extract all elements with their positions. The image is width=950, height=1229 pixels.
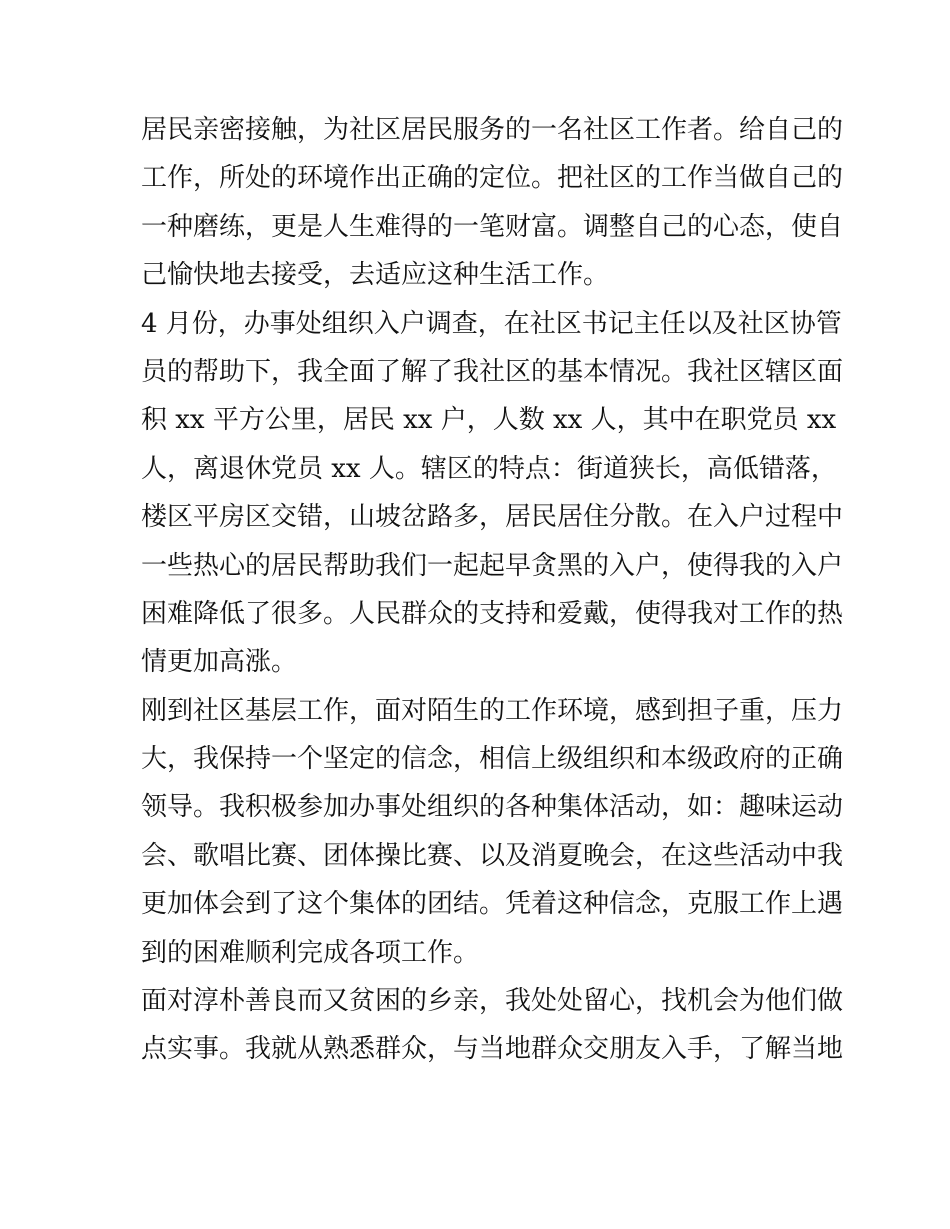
- text-line: 情更加高涨。: [141, 647, 298, 678]
- text-line: 积 xx 平方公里，居民 xx 户，人数 xx 人，其中在职党员 xx: [141, 405, 837, 436]
- text-line: 会、歌唱比赛、团体操比赛、以及消夏晚会，在这些活动中我: [141, 840, 844, 871]
- paragraph-3: [141, 687, 844, 977]
- document-body: [141, 106, 844, 1074]
- text-line: 面对淳朴善良而又贫困的乡亲，我处处留心，找机会为他们做: [141, 986, 844, 1017]
- text-line: 刚到社区基层工作，面对陌生的工作环境，感到担子重，压力: [141, 695, 844, 726]
- text-line: 人，离退休党员 xx 人。辖区的特点：街道狭长，高低错落，: [141, 453, 837, 484]
- text-line: 工作，所处的环境作出正确的定位。把社区的工作当做自己的: [141, 163, 844, 194]
- text-line: 点实事。我就从熟悉群众，与当地群众交朋友入手，了解当地: [141, 1034, 844, 1065]
- text-line: 居民亲密接触，为社区居民服务的一名社区工作者。给自己的: [141, 115, 844, 145]
- text-line: 大，我保持一个坚定的信念，相信上级组织和本级政府的正确: [141, 744, 844, 775]
- text-line: 困难降低了很多。人民群众的支持和爱戴，使得我对工作的热: [141, 598, 844, 629]
- paragraph-1: [141, 106, 844, 300]
- text-line: 楼区平房区交错，山坡岔路多，居民居住分散。在入户过程中: [141, 502, 844, 533]
- paragraph-4: [141, 977, 844, 1074]
- paragraph-2: [141, 300, 844, 687]
- text-line: 4 月份，办事处组织入户调查，在社区书记主任以及社区协管: [141, 308, 842, 339]
- text-line: 领导。我积极参加办事处组织的各种集体活动，如：趣味运动: [141, 792, 844, 823]
- text-line: 到的困难顺利完成各项工作。: [141, 937, 480, 968]
- text-line: 员的帮助下，我全面了解了我社区的基本情况。我社区辖区面: [141, 356, 844, 387]
- text-line: 一些热心的居民帮助我们一起起早贪黑的入户，使得我的入户: [141, 550, 844, 581]
- text-line: 一种磨练，更是人生难得的一笔财富。调整自己的心态，使自: [141, 211, 844, 242]
- text-line: 更加体会到了这个集体的团结。凭着这种信念，克服工作上遇: [141, 889, 844, 920]
- text-line: 己愉快地去接受，去适应这种生活工作。: [141, 260, 610, 291]
